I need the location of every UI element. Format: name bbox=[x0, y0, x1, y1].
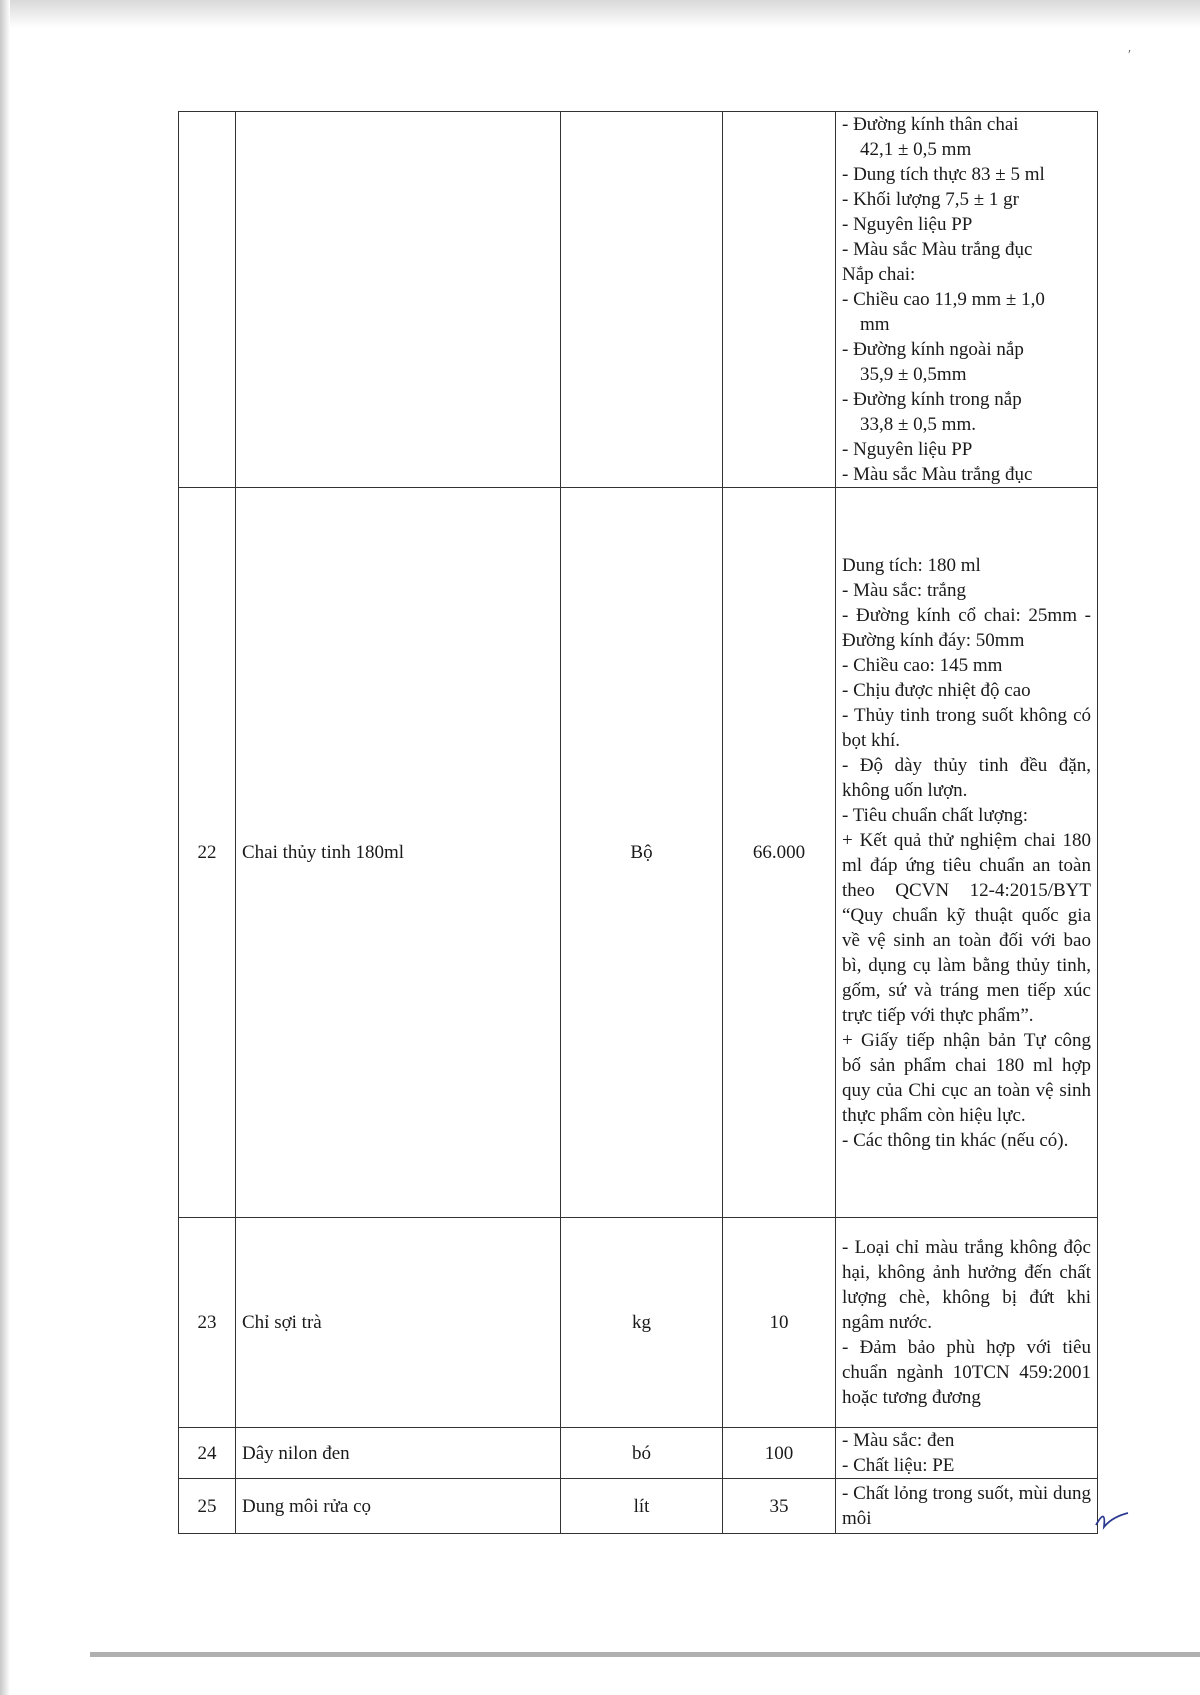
item-name bbox=[236, 112, 561, 488]
description-line: - Chất lỏng trong suốt, mùi dung môi bbox=[842, 1483, 1091, 1529]
table-row bbox=[179, 488, 1098, 1218]
description-line: - Độ dày thủy tinh đều đặn, không uốn lượn. bbox=[842, 754, 1091, 801]
description-line: - Nguyên liệu PP bbox=[842, 439, 973, 460]
description-line: - Tiêu chuẩn chất lượng: bbox=[842, 804, 1029, 826]
item-name: Chỉ sợi trà bbox=[236, 1218, 561, 1428]
table-row bbox=[179, 1218, 1098, 1428]
description-line: 33,8 ± 0,5 mm. bbox=[860, 414, 976, 435]
description-line: + Giấy tiếp nhận bản Tự công bố sản phẩm chai 180 ml hợp quy của Chi cục an toàn vệ sinh thực phẩm còn hiệu lực. bbox=[842, 1029, 1091, 1126]
row-number: 23 bbox=[179, 1218, 236, 1428]
item-unit: kg bbox=[561, 1218, 723, 1428]
description-line: - Chiều cao 11,9 mm ± 1,0 bbox=[842, 289, 1045, 310]
item-name: Dây nilon đen bbox=[236, 1428, 561, 1479]
description-line: - Các thông tin khác (nếu có). bbox=[842, 1129, 1069, 1151]
description-line: - Dung tích thực 83 ± 5 ml bbox=[842, 164, 1045, 185]
item-unit bbox=[561, 112, 723, 488]
item-quantity bbox=[723, 112, 836, 488]
row-number: 24 bbox=[179, 1428, 236, 1479]
description-line: Nắp chai: bbox=[842, 264, 916, 285]
item-unit: Bộ bbox=[561, 488, 723, 1218]
description-line: - Đảm bảo phù hợp với tiêu chuẩn ngành 10TCN 459:2001 hoặc tương đương bbox=[842, 1337, 1091, 1408]
item-unit: lít bbox=[561, 1479, 723, 1534]
description-line: - Màu sắc Màu trắng đục bbox=[842, 464, 1033, 485]
description-line: - Chất liệu: PE bbox=[842, 1455, 955, 1476]
item-quantity: 35 bbox=[723, 1479, 836, 1534]
table-row bbox=[179, 112, 1098, 488]
description-line: + Kết quả thử nghiệm chai 180 ml đáp ứng tiêu chuẩn an toàn theo QCVN 12-4:2015/BYT “Quy chuẩn kỹ thuật quốc gia về vệ sinh an toàn đối với bao bì, dụng cụ làm bằng thủy tinh, gốm, sứ và tráng men tiếp xúc trực tiếp với thực phẩm”. bbox=[842, 829, 1091, 1026]
description-line: - Màu sắc: đen bbox=[842, 1430, 955, 1451]
row-number: 22 bbox=[179, 488, 236, 1218]
item-description bbox=[836, 1218, 1098, 1428]
item-description bbox=[836, 1479, 1098, 1534]
description-line: mm bbox=[860, 314, 890, 335]
scan-left-shadow bbox=[0, 0, 10, 1695]
description-line: - Đường kính ngoài nắp bbox=[842, 339, 1024, 360]
scan-mark: ′ bbox=[1128, 48, 1132, 63]
description-line: - Màu sắc: trắng bbox=[842, 579, 966, 601]
description-line: - Màu sắc Màu trắng đục bbox=[842, 239, 1033, 260]
scan-top-shadow bbox=[0, 0, 1200, 28]
scan-bottom-edge bbox=[90, 1652, 1200, 1657]
item-unit: bó bbox=[561, 1428, 723, 1479]
item-name: Dung môi rửa cọ bbox=[236, 1479, 561, 1534]
description-line: - Nguyên liệu PP bbox=[842, 214, 973, 235]
description-line: 42,1 ± 0,5 mm bbox=[860, 139, 972, 160]
description-line: - Đường kính cổ chai: 25mm - Đường kính đáy: 50mm bbox=[842, 604, 1091, 651]
description-line: Dung tích: 180 ml bbox=[842, 554, 981, 576]
row-number bbox=[179, 112, 236, 488]
specification-table bbox=[178, 111, 1098, 1534]
description-line: - Đường kính thân chai bbox=[842, 114, 1019, 135]
item-name: Chai thủy tinh 180ml bbox=[236, 488, 561, 1218]
description-line: - Thủy tinh trong suốt không có bọt khí. bbox=[842, 704, 1091, 751]
item-quantity: 100 bbox=[723, 1428, 836, 1479]
signature-mark bbox=[1092, 1503, 1132, 1533]
description-line: 35,9 ± 0,5mm bbox=[860, 364, 967, 385]
description-line: - Loại chỉ màu trắng không độc hại, không ảnh hưởng đến chất lượng chè, không bị đứt khi ngâm nước. bbox=[842, 1237, 1091, 1333]
table-row bbox=[179, 1428, 1098, 1479]
item-description bbox=[836, 488, 1098, 1218]
item-description bbox=[836, 112, 1098, 488]
item-quantity: 10 bbox=[723, 1218, 836, 1428]
row-number: 25 bbox=[179, 1479, 236, 1534]
description-line: - Chịu được nhiệt độ cao bbox=[842, 679, 1031, 701]
table-row bbox=[179, 1479, 1098, 1534]
item-quantity: 66.000 bbox=[723, 488, 836, 1218]
item-description bbox=[836, 1428, 1098, 1479]
description-line: - Chiều cao: 145 mm bbox=[842, 654, 1003, 676]
description-line: - Đường kính trong nắp bbox=[842, 389, 1022, 410]
description-line: - Khối lượng 7,5 ± 1 gr bbox=[842, 189, 1019, 210]
